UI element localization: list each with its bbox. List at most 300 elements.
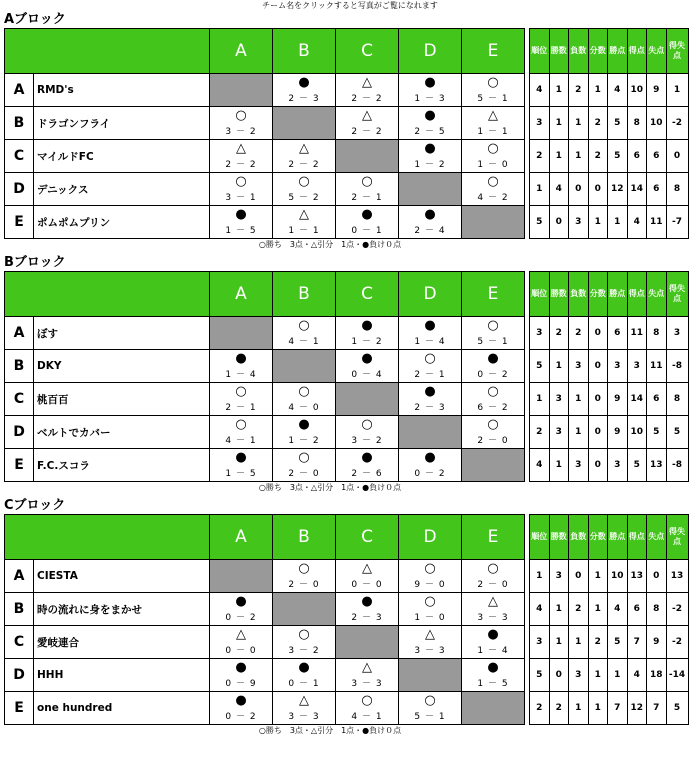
match-score: 2 － 6 bbox=[351, 469, 383, 479]
team-name-link[interactable]: マイルドFC bbox=[34, 140, 210, 173]
result-mark-icon: ● bbox=[361, 594, 373, 609]
match-score: 1 － 5 bbox=[225, 226, 257, 236]
match-score: 3 － 2 bbox=[225, 127, 257, 137]
stat-value: -8 bbox=[666, 350, 688, 383]
match-score: 0 － 2 bbox=[477, 370, 509, 380]
self-match-cell bbox=[462, 692, 525, 725]
match-cell bbox=[273, 206, 336, 239]
match-score: 0 － 2 bbox=[225, 613, 257, 623]
stat-value: 2 bbox=[569, 74, 589, 107]
team-name-link[interactable]: 桃百百 bbox=[34, 383, 210, 416]
block-tables bbox=[0, 514, 700, 725]
match-cell bbox=[210, 350, 273, 383]
match-score: 1 － 2 bbox=[414, 160, 446, 170]
result-mark-icon: △ bbox=[299, 207, 309, 222]
team-name-link[interactable]: ベルトでカバー bbox=[34, 416, 210, 449]
team-name-link[interactable]: RMD's bbox=[34, 74, 210, 107]
stats-header: 勝数 bbox=[549, 29, 569, 74]
stats-header: 順位 bbox=[530, 29, 550, 74]
team-row bbox=[5, 383, 525, 416]
stat-value: 2 bbox=[530, 140, 550, 173]
column-header: D bbox=[399, 29, 462, 74]
stat-value: 3 bbox=[549, 560, 569, 593]
stats-header: 失点 bbox=[647, 272, 667, 317]
team-row bbox=[5, 560, 525, 593]
match-score: 2 － 2 bbox=[225, 160, 257, 170]
column-header: B bbox=[273, 29, 336, 74]
result-mark-icon: ● bbox=[361, 318, 373, 333]
stat-value: 1 bbox=[530, 173, 550, 206]
match-cell bbox=[462, 350, 525, 383]
team-name-link[interactable]: F.C.スコラ bbox=[34, 449, 210, 482]
match-score: 0 － 2 bbox=[414, 469, 446, 479]
match-cell bbox=[273, 692, 336, 725]
stat-value: 13 bbox=[647, 449, 667, 482]
stat-value: 0 bbox=[647, 560, 667, 593]
result-mark-icon: ○ bbox=[235, 384, 247, 399]
team-name-link[interactable]: 時の流れに身をまかせ bbox=[34, 593, 210, 626]
stats-header: 失点 bbox=[647, 515, 667, 560]
result-mark-icon: ○ bbox=[424, 693, 436, 708]
block-tables bbox=[0, 28, 700, 239]
match-score: 1 － 1 bbox=[477, 127, 509, 137]
stat-value: 0 bbox=[588, 173, 608, 206]
team-row bbox=[5, 626, 525, 659]
stats-table bbox=[529, 514, 689, 725]
result-mark-icon: ○ bbox=[487, 141, 499, 156]
stat-value: 2 bbox=[588, 140, 608, 173]
stat-value: 11 bbox=[647, 206, 667, 239]
match-score: 1 － 1 bbox=[288, 226, 320, 236]
match-score: 2 － 2 bbox=[351, 94, 383, 104]
result-mark-icon: ● bbox=[235, 351, 247, 366]
team-row bbox=[5, 74, 525, 107]
match-score: 3 － 2 bbox=[288, 646, 320, 656]
match-cell bbox=[210, 140, 273, 173]
stat-value: 8 bbox=[647, 593, 667, 626]
match-score: 2 － 5 bbox=[414, 127, 446, 137]
stat-value: 0 bbox=[549, 659, 569, 692]
stat-value: 1 bbox=[530, 383, 550, 416]
match-cell bbox=[336, 692, 399, 725]
stat-value: 2 bbox=[569, 317, 589, 350]
result-mark-icon: ○ bbox=[487, 384, 499, 399]
team-name-link[interactable]: DKY bbox=[34, 350, 210, 383]
stat-value: 1 bbox=[549, 593, 569, 626]
column-header: C bbox=[336, 29, 399, 74]
stat-value: 8 bbox=[627, 107, 647, 140]
stat-value: 1 bbox=[569, 383, 589, 416]
stat-value: -2 bbox=[666, 593, 688, 626]
result-mark-icon: ● bbox=[235, 450, 247, 465]
match-score: 3 － 3 bbox=[288, 712, 320, 722]
team-letter: B bbox=[5, 350, 34, 383]
self-match-cell bbox=[273, 593, 336, 626]
match-cell bbox=[462, 416, 525, 449]
legend: ○勝ち 3点・△引分 1点・●負け０点 bbox=[258, 240, 402, 249]
result-mark-icon: ● bbox=[424, 141, 436, 156]
stat-value: 9 bbox=[608, 383, 628, 416]
match-table bbox=[4, 514, 525, 725]
team-name-link[interactable]: HHH bbox=[34, 659, 210, 692]
match-cell bbox=[462, 173, 525, 206]
stat-value: 11 bbox=[647, 350, 667, 383]
stat-value: 1 bbox=[666, 74, 688, 107]
match-score: 1 － 2 bbox=[351, 337, 383, 347]
match-score: 4 － 1 bbox=[225, 436, 257, 446]
column-header: B bbox=[273, 272, 336, 317]
result-mark-icon: △ bbox=[362, 108, 372, 123]
stat-value: 6 bbox=[627, 140, 647, 173]
match-score: 6 － 2 bbox=[477, 403, 509, 413]
column-header: D bbox=[399, 272, 462, 317]
stat-value: -8 bbox=[666, 449, 688, 482]
match-cell bbox=[399, 626, 462, 659]
stat-value: 2 bbox=[549, 317, 569, 350]
stats-header: 勝点 bbox=[608, 515, 628, 560]
match-score: 5 － 1 bbox=[477, 94, 509, 104]
match-score: 2 － 2 bbox=[351, 127, 383, 137]
stat-value: 14 bbox=[627, 173, 647, 206]
stat-value: 1 bbox=[549, 449, 569, 482]
match-score: 4 － 1 bbox=[351, 712, 383, 722]
block-tables bbox=[0, 271, 700, 482]
self-match-cell bbox=[210, 74, 273, 107]
match-score: 3 － 3 bbox=[351, 679, 383, 689]
stat-value: 5 bbox=[530, 206, 550, 239]
stat-value: -2 bbox=[666, 626, 688, 659]
match-score: 1 － 5 bbox=[477, 679, 509, 689]
team-row bbox=[5, 449, 525, 482]
stat-value: 1 bbox=[530, 560, 550, 593]
team-letter: D bbox=[5, 659, 34, 692]
result-mark-icon: ○ bbox=[361, 174, 373, 189]
result-mark-icon: ○ bbox=[298, 174, 310, 189]
column-header: E bbox=[462, 29, 525, 74]
match-cell bbox=[273, 317, 336, 350]
stat-value: 1 bbox=[588, 560, 608, 593]
match-cell bbox=[273, 626, 336, 659]
match-score: 5 － 1 bbox=[414, 712, 446, 722]
result-mark-icon: ● bbox=[361, 450, 373, 465]
match-score: 3 － 3 bbox=[414, 646, 446, 656]
stat-value: 0 bbox=[588, 383, 608, 416]
stat-value: 5 bbox=[608, 140, 628, 173]
column-header: D bbox=[399, 515, 462, 560]
team-letter: D bbox=[5, 416, 34, 449]
match-score: 2 － 4 bbox=[414, 226, 446, 236]
stat-value: 0 bbox=[666, 140, 688, 173]
column-header: A bbox=[210, 272, 273, 317]
result-mark-icon: △ bbox=[488, 108, 498, 123]
result-mark-icon: ● bbox=[235, 207, 247, 222]
result-mark-icon: ● bbox=[298, 417, 310, 432]
match-cell bbox=[210, 416, 273, 449]
match-score: 5 － 1 bbox=[477, 337, 509, 347]
match-header-row bbox=[5, 515, 525, 560]
team-name-link[interactable]: ドラゴンフライ bbox=[34, 107, 210, 140]
stats-header: 勝点 bbox=[608, 272, 628, 317]
team-name-link[interactable]: ポムポムプリン bbox=[34, 206, 210, 239]
stat-value: 3 bbox=[549, 383, 569, 416]
stat-value: 1 bbox=[549, 350, 569, 383]
stats-header: 順位 bbox=[530, 272, 550, 317]
stat-value: 2 bbox=[530, 692, 550, 725]
result-mark-icon: ○ bbox=[235, 108, 247, 123]
stat-value: 6 bbox=[608, 317, 628, 350]
stat-value: 3 bbox=[569, 659, 589, 692]
stat-value: 3 bbox=[608, 449, 628, 482]
self-match-cell bbox=[210, 560, 273, 593]
result-mark-icon: ● bbox=[487, 351, 499, 366]
stat-value: 0 bbox=[588, 416, 608, 449]
match-table bbox=[4, 271, 525, 482]
match-cell bbox=[399, 560, 462, 593]
match-cell bbox=[273, 449, 336, 482]
match-score: 3 － 3 bbox=[477, 613, 509, 623]
match-cell bbox=[273, 560, 336, 593]
header-blank bbox=[5, 515, 210, 560]
stat-value: 1 bbox=[549, 626, 569, 659]
stat-value: 1 bbox=[569, 140, 589, 173]
stat-value: 1 bbox=[569, 626, 589, 659]
result-mark-icon: ○ bbox=[487, 561, 499, 576]
match-cell bbox=[273, 140, 336, 173]
stat-value: 1 bbox=[588, 74, 608, 107]
result-mark-icon: ● bbox=[424, 75, 436, 90]
stat-value: 4 bbox=[530, 593, 550, 626]
stats-header: 分数 bbox=[588, 272, 608, 317]
stat-value: 13 bbox=[666, 560, 688, 593]
stat-value: 1 bbox=[588, 659, 608, 692]
match-score: 2 － 2 bbox=[288, 160, 320, 170]
match-cell bbox=[462, 560, 525, 593]
self-match-cell bbox=[399, 173, 462, 206]
result-mark-icon: ● bbox=[487, 627, 499, 642]
legend: ○勝ち 3点・△引分 1点・●負け０点 bbox=[258, 483, 402, 492]
stats-header: 順位 bbox=[530, 515, 550, 560]
stats-header-row bbox=[530, 272, 689, 317]
team-name-link[interactable]: CIESTA bbox=[34, 560, 210, 593]
match-cell bbox=[336, 74, 399, 107]
stats-row bbox=[530, 659, 689, 692]
result-mark-icon: ○ bbox=[361, 417, 373, 432]
stat-value: 3 bbox=[608, 350, 628, 383]
match-cell bbox=[210, 593, 273, 626]
stat-value: 8 bbox=[666, 173, 688, 206]
stats-header: 得点 bbox=[627, 515, 647, 560]
result-mark-icon: △ bbox=[299, 141, 309, 156]
match-cell bbox=[210, 692, 273, 725]
match-score: 2 － 3 bbox=[351, 613, 383, 623]
match-cell bbox=[462, 317, 525, 350]
stat-value: 5 bbox=[608, 626, 628, 659]
stat-value: 0 bbox=[549, 206, 569, 239]
match-cell bbox=[336, 560, 399, 593]
stat-value: 1 bbox=[608, 206, 628, 239]
self-match-cell bbox=[399, 416, 462, 449]
stat-value: 1 bbox=[549, 140, 569, 173]
team-letter: B bbox=[5, 107, 34, 140]
result-mark-icon: △ bbox=[236, 627, 246, 642]
stats-header: 得失点 bbox=[666, 515, 688, 560]
stat-value: 1 bbox=[569, 692, 589, 725]
team-name-link[interactable]: デニックス bbox=[34, 173, 210, 206]
result-mark-icon: ○ bbox=[298, 627, 310, 642]
match-score: 2 － 0 bbox=[288, 580, 320, 590]
stat-value: 3 bbox=[666, 317, 688, 350]
match-cell bbox=[210, 449, 273, 482]
team-letter: C bbox=[5, 140, 34, 173]
team-letter: C bbox=[5, 626, 34, 659]
match-header-row bbox=[5, 29, 525, 74]
result-mark-icon: △ bbox=[362, 75, 372, 90]
match-cell bbox=[462, 383, 525, 416]
stats-row bbox=[530, 140, 689, 173]
team-letter: E bbox=[5, 449, 34, 482]
result-mark-icon: △ bbox=[362, 660, 372, 675]
result-mark-icon: △ bbox=[488, 594, 498, 609]
stat-value: 4 bbox=[627, 206, 647, 239]
match-cell bbox=[210, 383, 273, 416]
stat-value: 1 bbox=[569, 107, 589, 140]
result-mark-icon: ○ bbox=[361, 693, 373, 708]
match-cell bbox=[273, 659, 336, 692]
match-cell bbox=[210, 173, 273, 206]
stats-header: 勝点 bbox=[608, 29, 628, 74]
match-cell bbox=[462, 107, 525, 140]
stat-value: 1 bbox=[588, 593, 608, 626]
match-score: 9 － 0 bbox=[414, 580, 446, 590]
match-cell bbox=[336, 659, 399, 692]
stats-row bbox=[530, 173, 689, 206]
self-match-cell bbox=[336, 383, 399, 416]
match-cell bbox=[210, 107, 273, 140]
stat-value: 9 bbox=[608, 416, 628, 449]
match-score: 4 － 2 bbox=[477, 193, 509, 203]
stats-header: 負数 bbox=[569, 29, 589, 74]
stats-header: 負数 bbox=[569, 515, 589, 560]
team-letter: A bbox=[5, 317, 34, 350]
result-mark-icon: △ bbox=[236, 141, 246, 156]
match-cell bbox=[273, 383, 336, 416]
stat-value: 6 bbox=[647, 140, 667, 173]
team-letter: A bbox=[5, 560, 34, 593]
match-cell bbox=[336, 206, 399, 239]
stats-row bbox=[530, 317, 689, 350]
stat-value: 4 bbox=[530, 74, 550, 107]
stat-value: 0 bbox=[569, 173, 589, 206]
match-cell bbox=[336, 350, 399, 383]
team-row bbox=[5, 593, 525, 626]
self-match-cell bbox=[273, 350, 336, 383]
match-score: 4 － 0 bbox=[288, 403, 320, 413]
match-score: 1 － 0 bbox=[414, 613, 446, 623]
self-match-cell bbox=[462, 449, 525, 482]
match-cell bbox=[399, 350, 462, 383]
stats-header-row bbox=[530, 29, 689, 74]
team-letter: E bbox=[5, 692, 34, 725]
stat-value: 5 bbox=[530, 350, 550, 383]
team-letter: E bbox=[5, 206, 34, 239]
match-score: 0 － 0 bbox=[351, 580, 383, 590]
match-score: 0 － 2 bbox=[225, 712, 257, 722]
stat-value: 4 bbox=[549, 173, 569, 206]
result-mark-icon: △ bbox=[299, 693, 309, 708]
self-match-cell bbox=[336, 626, 399, 659]
column-header: A bbox=[210, 29, 273, 74]
stat-value: 5 bbox=[627, 449, 647, 482]
stat-value: 9 bbox=[647, 74, 667, 107]
match-cell bbox=[399, 383, 462, 416]
top-note: チーム名をクリックすると写真がご覧になれます bbox=[262, 1, 438, 10]
column-header: E bbox=[462, 515, 525, 560]
self-match-cell bbox=[399, 659, 462, 692]
stat-value: 13 bbox=[627, 560, 647, 593]
match-score: 4 － 1 bbox=[288, 337, 320, 347]
stat-value: 2 bbox=[549, 692, 569, 725]
stat-value: 2 bbox=[588, 626, 608, 659]
match-cell bbox=[336, 107, 399, 140]
column-header: C bbox=[336, 272, 399, 317]
stat-value: 6 bbox=[627, 593, 647, 626]
stat-value: 1 bbox=[549, 74, 569, 107]
match-score: 0 － 9 bbox=[225, 679, 257, 689]
match-cell bbox=[462, 140, 525, 173]
stats-header: 得失点 bbox=[666, 272, 688, 317]
result-mark-icon: ○ bbox=[298, 450, 310, 465]
match-cell bbox=[462, 626, 525, 659]
match-cell bbox=[462, 74, 525, 107]
stats-row bbox=[530, 449, 689, 482]
stat-value: 5 bbox=[666, 692, 688, 725]
match-cell bbox=[399, 206, 462, 239]
stat-value: 3 bbox=[569, 206, 589, 239]
stat-value: 6 bbox=[647, 173, 667, 206]
team-name-link[interactable]: ぼす bbox=[34, 317, 210, 350]
stats-row bbox=[530, 206, 689, 239]
match-cell bbox=[336, 173, 399, 206]
stats-header: 得失点 bbox=[666, 29, 688, 74]
result-mark-icon: ○ bbox=[424, 351, 436, 366]
result-mark-icon: △ bbox=[362, 561, 372, 576]
stats-table bbox=[529, 28, 689, 239]
match-cell bbox=[399, 140, 462, 173]
stat-value: 0 bbox=[569, 560, 589, 593]
team-name-link[interactable]: one hundred bbox=[34, 692, 210, 725]
stat-value: 1 bbox=[608, 659, 628, 692]
match-score: 1 － 5 bbox=[225, 469, 257, 479]
match-cell bbox=[273, 74, 336, 107]
column-header: B bbox=[273, 515, 336, 560]
match-score: 2 － 0 bbox=[477, 580, 509, 590]
result-mark-icon: ○ bbox=[235, 417, 247, 432]
match-score: 2 － 0 bbox=[477, 436, 509, 446]
match-cell bbox=[210, 659, 273, 692]
blocks-container bbox=[0, 12, 700, 737]
team-row bbox=[5, 692, 525, 725]
stat-value: -7 bbox=[666, 206, 688, 239]
stat-value: 10 bbox=[627, 416, 647, 449]
legend: ○勝ち 3点・△引分 1点・●負け０点 bbox=[258, 726, 402, 735]
match-cell bbox=[273, 416, 336, 449]
result-mark-icon: △ bbox=[425, 627, 435, 642]
column-header: E bbox=[462, 272, 525, 317]
stats-row bbox=[530, 560, 689, 593]
team-name-link[interactable]: 愛岐連合 bbox=[34, 626, 210, 659]
column-header: A bbox=[210, 515, 273, 560]
team-letter: A bbox=[5, 74, 34, 107]
